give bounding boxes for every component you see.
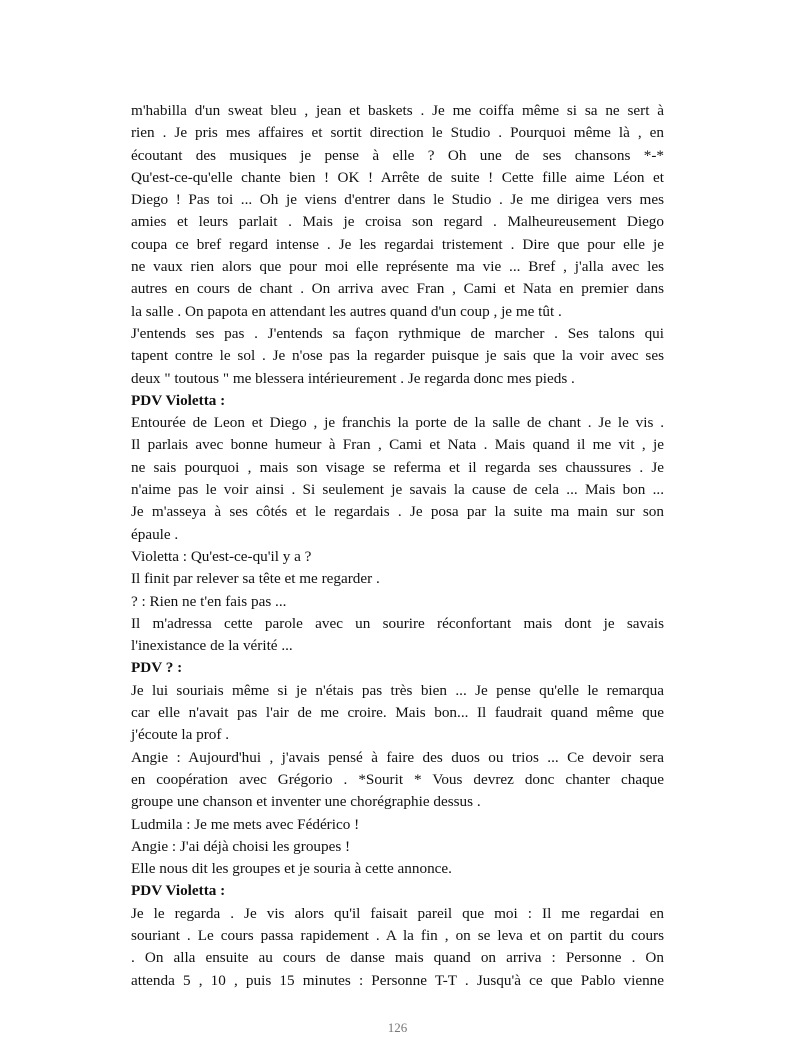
text-line: n'aime pas le voir ainsi . Si seulement je savais la cause de cela ... Mais bon ...: [131, 481, 664, 499]
text-line: groupe une chanson et inventer une chorégraphie dessus .: [131, 793, 481, 811]
section-heading: PDV Violetta :: [131, 882, 226, 900]
text-line: souriant . Le cours passa rapidement . A la fin , on se leva et on partit du cours: [131, 926, 664, 944]
text-line: . On alla ensuite au cours de danse mais quand on arriva : Personne . On: [131, 949, 664, 967]
text-line: en coopération avec Grégorio . *Sourit * Vous devrez donc chanter chaque: [131, 770, 664, 788]
text-line: Je m'asseya à ses côtés et le regardais . Je posa par la suite ma main sur son: [131, 503, 664, 521]
text-line: autres en cours de chant . On arriva avec Fran , Cami et Nata en premier dans: [131, 280, 664, 298]
text-line: Diego ! Pas toi ... Oh je viens d'entrer dans le Studio . Je me dirigea vers mes: [131, 191, 664, 209]
text-line: écoutant des musiques je pense à elle ? Oh une de ses chansons *-*: [131, 146, 664, 164]
text-line: ne sais pourquoi , mais son visage se referma et il regarda ses chaussures . Je: [131, 458, 664, 476]
text-line: Violetta : Qu'est-ce-qu'il y a ?: [131, 547, 312, 565]
text-line: Angie : Aujourd'hui , j'avais pensé à faire des duos ou trios ... Ce devoir sera: [131, 748, 664, 766]
text-line: épaule .: [131, 525, 179, 543]
text-line: Il finit par relever sa tête et me regarder .: [131, 570, 380, 588]
text-line: la salle . On papota en attendant les autres quand d'un coup , je me tût .: [131, 302, 562, 320]
page-number: 126: [387, 1020, 408, 1035]
text-line: Ludmila : Je me mets avec Fédérico !: [131, 815, 360, 833]
text-line: coupa ce bref regard intense . Je les regardai tristement . Dire que pour elle je: [131, 235, 664, 253]
section-heading: PDV Violetta :: [131, 391, 226, 409]
text-line: tapent contre le sol . Je n'ose pas la regarder puisque je sais que la voir avec ses: [131, 347, 664, 365]
text-line: m'habilla d'un sweat bleu , jean et baskets . Je me coiffa même si sa ne sert à: [131, 102, 664, 119]
text-line: deux " toutous " me blessera intérieurement . Je regarda donc mes pieds .: [131, 369, 575, 387]
text-line: Entourée de Leon et Diego , je franchis la porte de la salle de chant . Je le vis .: [131, 414, 664, 432]
text-line: Angie : J'ai déjà choisi les groupes !: [131, 837, 351, 855]
text-line: j'écoute la prof .: [131, 726, 230, 744]
text-line: amies et leurs parlait . Mais je croisa son regard . Malheureusement Diego: [131, 213, 664, 231]
body-text: [131, 100, 664, 992]
text-line: car elle n'avait pas l'air de me croire. Mais bon... Il faudrait quand même que: [131, 704, 664, 722]
text-line: ne vaux rien alors que pour moi elle représente ma vie ... Bref , j'alla avec les: [131, 258, 664, 276]
text-line: J'entends ses pas . J'entends sa façon rythmique de marcher . Ses talons qui: [131, 324, 664, 342]
text-line: Je le regarda . Je vis alors qu'il faisait pareil que moi : Il me regardai en: [131, 904, 664, 922]
text-line: rien . Je pris mes affaires et sortit direction le Studio . Pourquoi même là , en: [131, 124, 664, 142]
text-line: ? : Rien ne t'en fais pas ...: [131, 592, 287, 610]
text-line: Qu'est-ce-qu'elle chante bien ! OK ! Arrête de suite ! Cette fille aime Léon et: [131, 168, 664, 186]
section-heading: PDV ? :: [131, 659, 183, 677]
text-line: attenda 5 , 10 , puis 15 minutes : Personne T-T . Jusqu'à ce que Pablo vienne: [131, 971, 664, 989]
text-line: Je lui souriais même si je n'étais pas très bien ... Je pense qu'elle le remarqua: [131, 681, 664, 699]
text-line: l'inexistance de la vérité ...: [131, 637, 293, 655]
text-line: Il m'adressa cette parole avec un sourire réconfortant mais dont je savais: [131, 614, 664, 632]
text-line: Il parlais avec bonne humeur à Fran , Cami et Nata . Mais quand il me vit , je: [131, 436, 664, 454]
text-line: Elle nous dit les groupes et je souria à cette annonce.: [131, 860, 452, 878]
